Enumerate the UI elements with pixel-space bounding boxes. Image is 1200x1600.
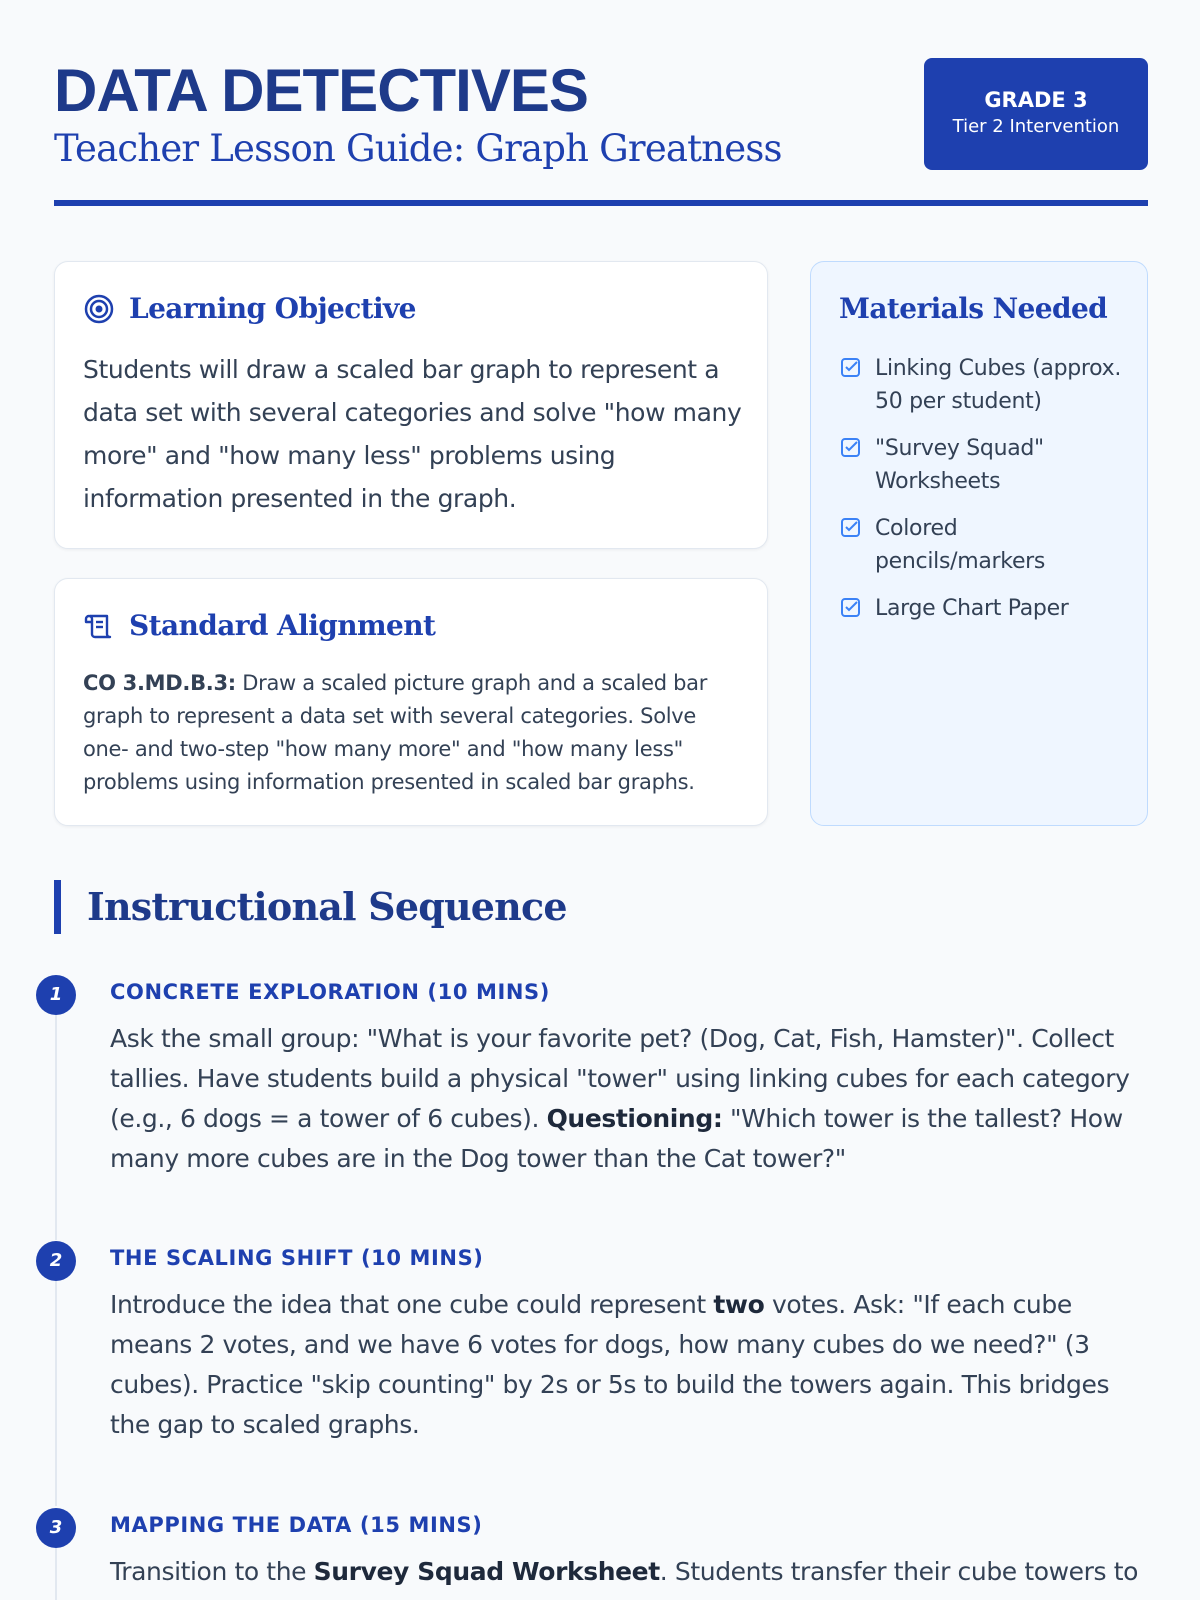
header-divider — [54, 200, 1148, 206]
materials-item — [839, 592, 1129, 625]
materials-item-label: "Survey Squad" Worksheets — [875, 436, 1044, 494]
target-icon — [83, 293, 115, 325]
step-number: 3 — [36, 1508, 76, 1548]
standard-alignment-heading — [83, 609, 435, 642]
materials-item — [839, 432, 1129, 498]
standard-alignment-title: Standard Alignment — [129, 609, 436, 642]
timeline-line — [55, 1548, 57, 1600]
instructional-sequence-heading: Instructional Sequence — [54, 880, 567, 934]
step-body — [110, 1285, 1156, 1445]
step-body — [110, 1552, 1156, 1592]
timeline-line — [55, 1015, 57, 1240]
standard-code: CO 3.MD.B.3: — [83, 671, 236, 695]
standard-alignment-text — [83, 667, 745, 799]
materials-title: Materials Needed — [839, 292, 1108, 325]
materials-list — [839, 352, 1129, 639]
step-text: Transition to the — [110, 1557, 314, 1586]
page-subtitle: Teacher Lesson Guide: Graph Greatness — [54, 127, 782, 170]
step-emphasis: Questioning: — [546, 1104, 723, 1133]
materials-item — [839, 512, 1129, 578]
standard-description: Draw a scaled picture graph and a scaled bar graph to represent a data set with several categories. Solve one- and two-step "how many more" and "how many less" problems using information presented in scaled bar graphs. — [83, 671, 708, 794]
materials-item — [839, 352, 1129, 418]
step-text: votes. Ask: "If each cube means 2 votes, and we have 6 votes for dogs, how many cubes do we need?" (3 cubes). Practice "skip counting" by 2s or 5s to build the towers again. This bridges the gap to scaled graphs. — [110, 1290, 1110, 1439]
grade-badge — [924, 58, 1148, 170]
check-square-icon — [839, 596, 863, 620]
step-title: MAPPING THE DATA (15 MINS) — [110, 1513, 483, 1537]
learning-objective-title: Learning Objective — [129, 292, 416, 325]
step-emphasis: two — [713, 1290, 765, 1319]
step-number: 1 — [36, 975, 76, 1015]
materials-item-label: Linking Cubes (approx. 50 per student) — [875, 356, 1122, 414]
materials-item-label: Colored pencils/markers — [875, 516, 1046, 574]
learning-objective-heading — [83, 292, 416, 325]
step-title: CONCRETE EXPLORATION (10 MINS) — [110, 980, 550, 1004]
step-title: THE SCALING SHIFT (10 MINS) — [110, 1246, 484, 1270]
step-text: Ask the small group: "What is your favorite pet? (Dog, Cat, Fish, Hamster)". Collect tallies. Have students build a physical "tower" using linking cubes for each category (e.g., 6 dogs = a tower of 6 cubes). — [110, 1024, 1130, 1133]
timeline-line — [55, 1281, 57, 1506]
grade-label: GRADE 3 — [984, 88, 1088, 112]
step-emphasis: Survey Squad Worksheet — [313, 1557, 660, 1586]
standard-alignment-card — [54, 578, 768, 826]
learning-objective-card — [54, 261, 768, 549]
materials-card — [810, 261, 1148, 826]
scroll-icon — [83, 610, 115, 642]
step-number: 2 — [36, 1241, 76, 1281]
check-square-icon — [839, 516, 863, 540]
check-square-icon — [839, 436, 863, 460]
step-text: Introduce the idea that one cube could represent — [110, 1290, 714, 1319]
learning-objective-text: Students will draw a scaled bar graph to represent a data set with several categories and solve "how many more" and "how many less" problems using information presented in the graph. — [83, 355, 742, 513]
page-header — [54, 52, 1148, 206]
step-body — [110, 1019, 1156, 1179]
tier-label: Tier 2 Intervention — [952, 116, 1120, 137]
step-text: . Students transfer their cube towers to — [659, 1557, 1138, 1586]
step-text: "Which tower is the tallest? How many more cubes are in the Dog tower than the Cat tower?" — [110, 1104, 1123, 1173]
page-title: DATA DETECTIVES — [54, 57, 588, 124]
check-square-icon — [839, 356, 863, 380]
materials-item-label: Large Chart Paper — [875, 596, 1069, 621]
